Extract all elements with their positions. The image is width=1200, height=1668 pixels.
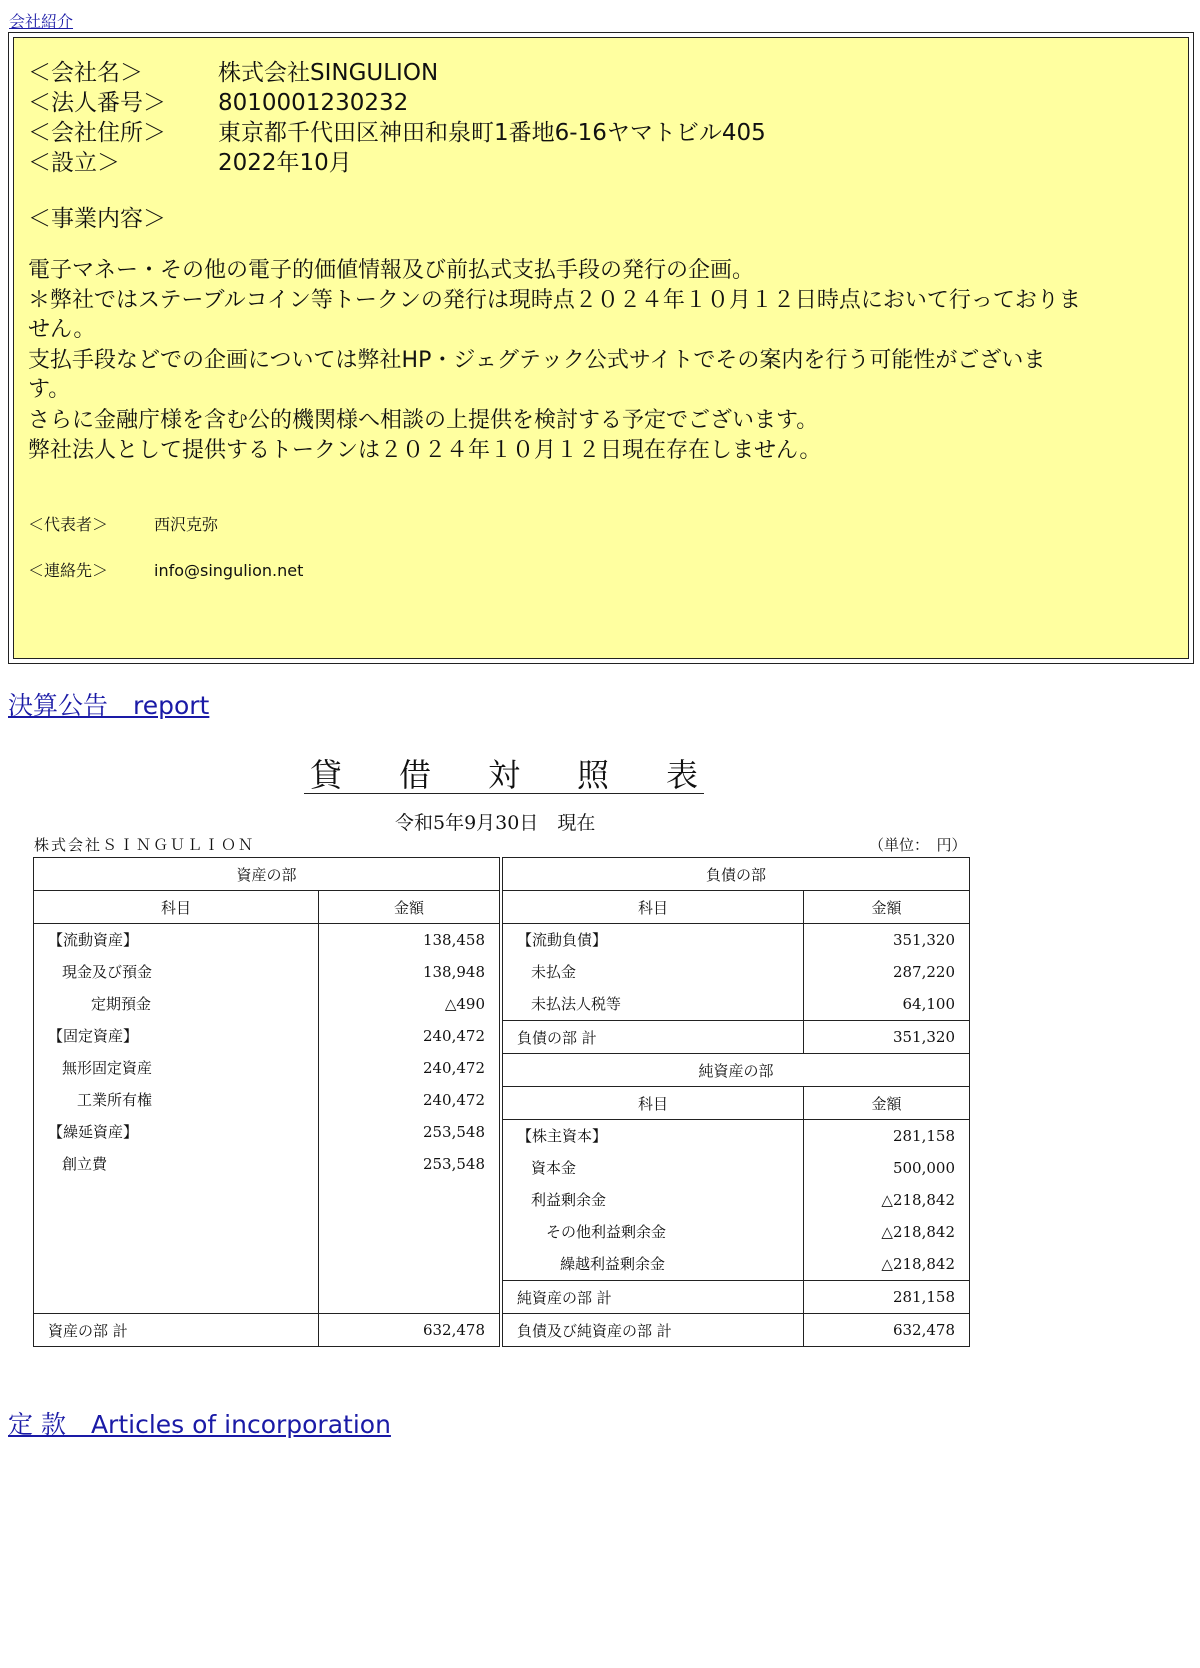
asset-amount: 240,472 [422, 1091, 485, 1109]
net-asset-item: その他利益剰余金 [546, 1223, 667, 1241]
contact-row [28, 558, 303, 581]
liability-amount: 287,220 [892, 963, 955, 981]
liabilities-amounts-cell [804, 924, 970, 1021]
liabilities-total-label: 負債の部 計 [503, 1021, 804, 1054]
business-line: す。 [28, 377, 71, 402]
liabilities-header: 負債の部 [503, 858, 970, 891]
articles-of-incorporation-link[interactable]: 定 款 Articles of incorporation [8, 1410, 391, 1439]
net-asset-item: 資本金 [531, 1159, 577, 1177]
assets-header: 資産の部 [34, 858, 500, 891]
net-assets-item-col-header: 科目 [503, 1087, 804, 1120]
assets-amounts-cell [319, 924, 500, 1314]
contact-label: ＜連絡先＞ [28, 561, 109, 580]
business-line: せん。 [28, 317, 96, 342]
company-info-box [8, 32, 1194, 664]
liability-amount: 64,100 [902, 995, 955, 1013]
asset-item: 定期預金 [91, 995, 152, 1013]
net-asset-item: 【株主資本】 [517, 1127, 608, 1145]
liability-item: 【流動負債】 [517, 931, 608, 949]
company-info-panel [13, 37, 1189, 659]
business-line: さらに金融庁様を含む公的機関様へ相談の上提供を検討する予定でございます。 [28, 408, 819, 433]
company-address-label: ＜会社住所＞ [28, 120, 166, 146]
liabilities-items-cell [503, 924, 804, 1021]
net-assets-total-label: 純資産の部 計 [503, 1281, 804, 1314]
business-line: 電子マネー・その他の電子的価値情報及び前払式支払手段の発行の企画。 [28, 258, 755, 283]
asset-amount: 253,548 [422, 1155, 485, 1173]
net-assets-amounts-cell [804, 1120, 970, 1281]
asset-amount: △490 [444, 995, 485, 1013]
representative-value: 西沢克弥 [154, 515, 219, 534]
liabilities-total-amount: 351,320 [804, 1021, 970, 1054]
representative-label: ＜代表者＞ [28, 515, 109, 534]
business-line: ＊弊社ではステーブルコイン等トークンの発行は現時点２０２４年１０月１２日時点において行っておりま [28, 288, 1081, 313]
asset-item: 工業所有権 [77, 1091, 153, 1109]
asset-item: 現金及び預金 [62, 963, 153, 981]
business-description [28, 256, 1178, 466]
asset-amount: 253,548 [422, 1123, 485, 1141]
established-label: ＜設立＞ [28, 150, 120, 176]
assets-item-col-header: 科目 [34, 891, 319, 924]
business-line: 弊社法人として提供するトークンは２０２４年１０月１２日現在存在しません。 [28, 438, 822, 463]
established-value: 2022年10月 [218, 150, 352, 176]
liability-item: 未払法人税等 [531, 995, 622, 1013]
liability-item: 未払金 [531, 963, 577, 981]
asset-amount: 138,458 [422, 931, 485, 949]
asset-item: 創立費 [62, 1155, 108, 1173]
asset-amount: 240,472 [422, 1059, 485, 1077]
representative-row [28, 512, 218, 535]
business-heading: ＜事業内容＞ [28, 206, 166, 232]
corporate-number-label: ＜法人番号＞ [28, 90, 166, 116]
assets-total-label: 資産の部 計 [34, 1314, 319, 1347]
balance-sheet-unit: （単位： 円） [869, 836, 967, 854]
established-row [28, 148, 352, 178]
net-assets-header: 純資産の部 [503, 1054, 970, 1087]
corporate-number-row [28, 88, 408, 118]
net-asset-item: 利益剰余金 [531, 1191, 607, 1209]
assets-items-cell [34, 924, 319, 1314]
balance-sheet-title-char: 対 [487, 755, 520, 794]
balance-sheet-company: 株式会社ＳＩＮＧＵＬＩＯＮ [34, 836, 256, 854]
business-line: 支払手段などでの企画については弊社HP・ジェグテック公式サイトでその案内を行う可能性がございま [28, 348, 1046, 373]
asset-item: 【繰延資産】 [48, 1123, 139, 1141]
company-name-row [28, 58, 438, 88]
corporate-number-value: 8010001230232 [218, 90, 409, 116]
grand-total-label: 負債及び純資産の部 計 [503, 1314, 804, 1347]
asset-item: 無形固定資産 [62, 1059, 153, 1077]
net-asset-item: 繰越利益剰余金 [560, 1255, 666, 1273]
net-asset-amount: 500,000 [892, 1159, 955, 1177]
balance-sheet-title-char: 照 [576, 755, 609, 794]
liabilities-amount-col-header: 金額 [804, 891, 970, 924]
liabilities-item-col-header: 科目 [503, 891, 804, 924]
net-assets-total-amount: 281,158 [804, 1281, 970, 1314]
asset-item: 【流動資産】 [48, 931, 139, 949]
net-assets-items-cell [503, 1120, 804, 1281]
company-intro-link[interactable]: 会社紹介 [9, 12, 74, 31]
balance-sheet-title-char: 貸 [310, 755, 343, 794]
company-address-value: 東京都千代田区神田和泉町1番地6-16ヤマトビル405 [218, 120, 766, 146]
balance-sheet-date: 令和5年9月30日 現在 [395, 812, 596, 834]
balance-sheet-title [304, 752, 704, 794]
net-assets-amount-col-header: 金額 [804, 1087, 970, 1120]
liability-amount: 351,320 [892, 931, 955, 949]
asset-item: 【固定資産】 [48, 1027, 139, 1045]
company-name-label: ＜会社名＞ [28, 60, 143, 86]
company-name-value: 株式会社SINGULION [218, 60, 439, 86]
assets-total-amount: 632,478 [319, 1314, 500, 1347]
balance-sheet-title-char: 表 [665, 755, 698, 794]
net-asset-amount: △218,842 [881, 1191, 955, 1209]
net-asset-amount: △218,842 [881, 1255, 955, 1273]
balance-sheet-title-char: 借 [398, 755, 431, 794]
company-address-row [28, 118, 766, 148]
net-asset-amount: △218,842 [881, 1223, 955, 1241]
net-asset-amount: 281,158 [892, 1127, 955, 1145]
contact-value: info@singulion.net [154, 561, 304, 580]
financial-report-link[interactable]: 決算公告 report [8, 691, 210, 720]
balance-sheet-table [33, 857, 970, 1347]
asset-amount: 240,472 [422, 1027, 485, 1045]
asset-amount: 138,948 [422, 963, 485, 981]
grand-total-amount: 632,478 [804, 1314, 970, 1347]
assets-amount-col-header: 金額 [319, 891, 500, 924]
